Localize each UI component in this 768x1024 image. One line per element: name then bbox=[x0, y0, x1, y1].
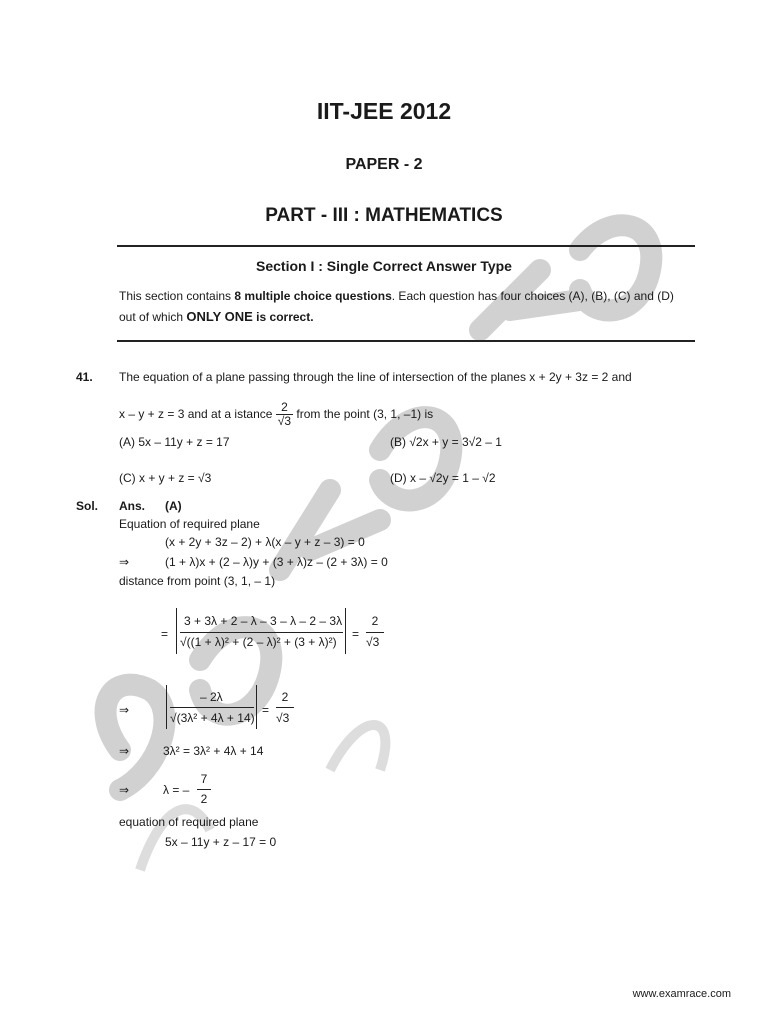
instr-text: This section contains bbox=[119, 289, 235, 303]
rhs-denominator: √3 bbox=[366, 635, 380, 649]
instructions-line-2 bbox=[119, 309, 314, 324]
question-text: from the point (3, 1, –1) is bbox=[296, 407, 434, 421]
implies-arrow: ⇒ bbox=[119, 703, 130, 717]
question-line-1: The equation of a plane passing through the line of intersection of the planes x + 2y + 3z = 2 and bbox=[119, 370, 632, 384]
abs-bar-left bbox=[166, 685, 167, 729]
eq1-numerator: 3 + 3λ + 2 – λ – 3 – λ – 2 – 3λ bbox=[184, 614, 343, 628]
instr-emphasis: ONLY ONE bbox=[186, 309, 253, 324]
part-title: PART - III : MATHEMATICS bbox=[265, 205, 503, 226]
lambda-fraction-line bbox=[197, 789, 211, 790]
exam-title: IIT-JEE 2012 bbox=[316, 98, 452, 124]
instructions-line-1 bbox=[119, 289, 674, 303]
eq1-fraction-line bbox=[180, 632, 343, 633]
rhs-numerator: 2 bbox=[371, 614, 379, 628]
question-text: x – y + z = 3 and at a istance bbox=[119, 407, 273, 421]
solution-line-6: λ = – bbox=[163, 783, 190, 797]
option-c: (C) x + y + z = √3 bbox=[119, 471, 212, 485]
instr-bold: 8 multiple choice questions bbox=[234, 289, 392, 303]
solution-line-8: 5x – 11y + z – 17 = 0 bbox=[165, 835, 277, 849]
option-a: (A) 5x – 11y + z = 17 bbox=[119, 435, 230, 449]
solution-label: Sol. bbox=[76, 499, 99, 513]
eq2-denominator: √(3λ² + 4λ + 14) bbox=[170, 711, 255, 725]
abs-bar-right bbox=[256, 685, 257, 729]
fraction-denominator: √3 bbox=[277, 414, 292, 429]
solution-line-5: 3λ² = 3λ² + 4λ + 14 bbox=[163, 744, 264, 758]
option-d: (D) x – √2y = 1 – √2 bbox=[390, 471, 496, 485]
question-number: 41. bbox=[76, 370, 93, 384]
solution-line-1: Equation of required plane bbox=[119, 517, 260, 531]
lambda-numerator: 7 bbox=[200, 772, 208, 786]
equals-sign: = bbox=[262, 703, 270, 717]
bottom-divider bbox=[117, 340, 695, 342]
rhs-fraction-line bbox=[366, 632, 384, 633]
implies-arrow: ⇒ bbox=[119, 555, 130, 569]
answer-value: (A) bbox=[165, 499, 182, 513]
top-divider bbox=[117, 245, 695, 247]
paper-title: PAPER - 2 bbox=[345, 156, 423, 173]
abs-bar-left bbox=[176, 608, 177, 654]
rhs-denominator: √3 bbox=[276, 711, 290, 725]
instr-bold: is correct. bbox=[252, 310, 314, 324]
section-title: Section I : Single Correct Answer Type bbox=[256, 258, 512, 274]
fraction-numerator: 2 bbox=[276, 401, 293, 415]
question-line-2 bbox=[119, 394, 433, 434]
answer-label: Ans. bbox=[119, 499, 146, 513]
abs-bar-right bbox=[345, 608, 346, 654]
website-footer: www.examrace.com bbox=[632, 988, 731, 1000]
distance-fraction bbox=[276, 401, 293, 428]
eq2-numerator: – 2λ bbox=[200, 690, 223, 704]
rhs-numerator: 2 bbox=[281, 690, 289, 704]
eq2-fraction-line bbox=[170, 707, 254, 708]
equals-sign: = bbox=[352, 627, 360, 641]
instr-text: . Each question has four choices (A), (B), (C) and (D) bbox=[391, 289, 674, 303]
lambda-denominator: 2 bbox=[200, 792, 208, 806]
solution-line-3: (1 + λ)x + (2 – λ)y + (3 + λ)z – (2 + 3λ) = 0 bbox=[165, 555, 388, 569]
option-b: (B) √2x + y = 3√2 – 1 bbox=[390, 435, 502, 449]
solution-line-7: equation of required plane bbox=[119, 815, 259, 829]
implies-arrow: ⇒ bbox=[119, 744, 130, 758]
eq1-denominator: √((1 + λ)² + (2 – λ)² + (3 + λ)²) bbox=[180, 635, 337, 649]
equals-sign: = bbox=[161, 627, 169, 641]
implies-arrow: ⇒ bbox=[119, 783, 130, 797]
instr-text: out of which bbox=[119, 310, 187, 324]
solution-line-4: distance from point (3, 1, – 1) bbox=[119, 574, 276, 588]
solution-line-2: (x + 2y + 3z – 2) + λ(x – y + z – 3) = 0 bbox=[165, 535, 365, 549]
rhs-fraction-line bbox=[276, 707, 294, 708]
